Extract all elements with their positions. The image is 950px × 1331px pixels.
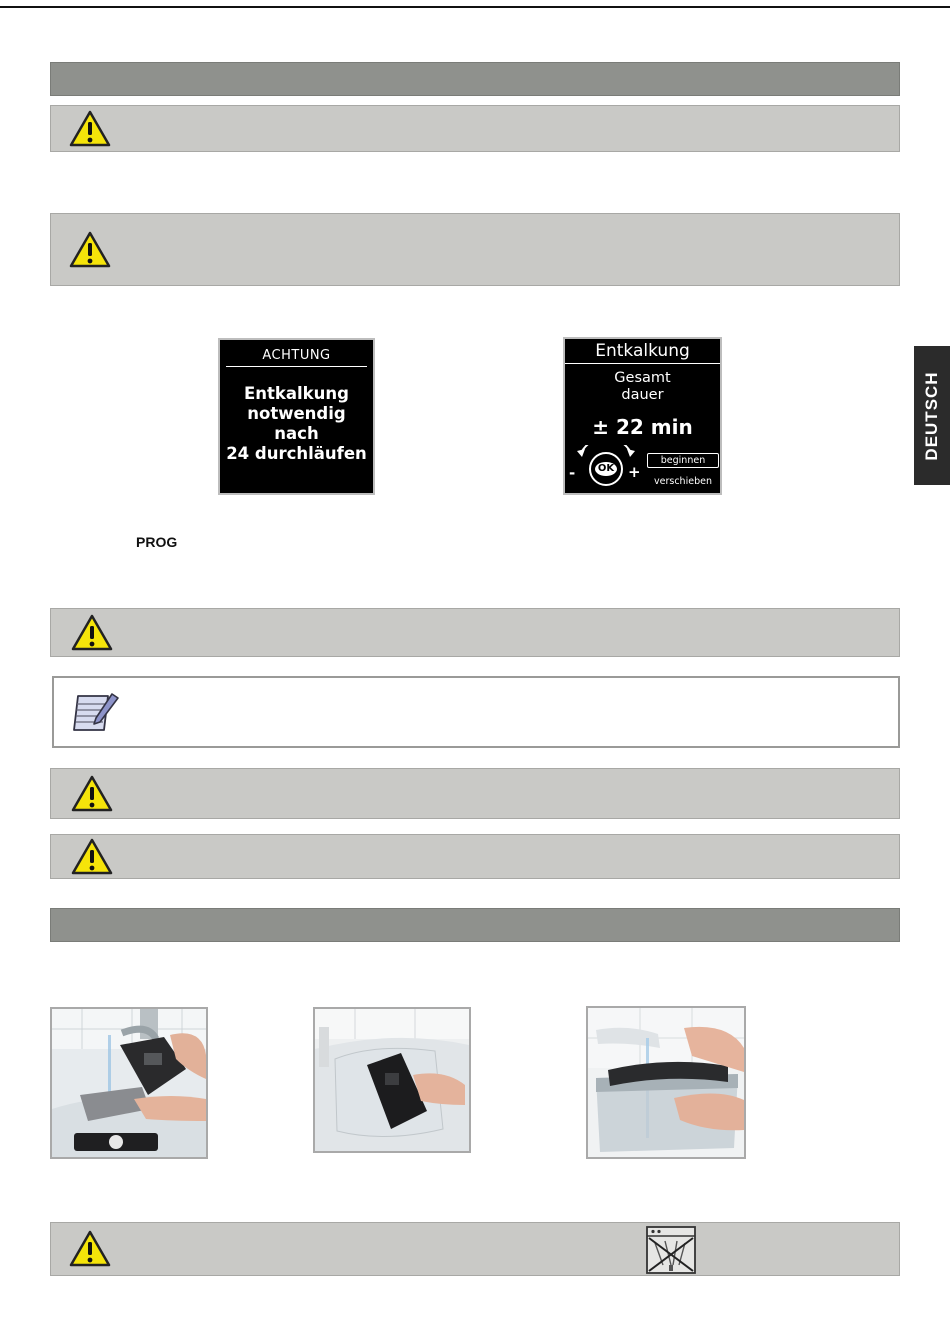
- photo-fill-tank: [586, 1006, 746, 1159]
- display-message: [220, 384, 373, 464]
- display-line: 24 durchläufen: [226, 444, 367, 463]
- display-descale-start: [563, 337, 722, 495]
- dial-minus-label: -: [569, 464, 576, 482]
- warning-box-1: [50, 105, 900, 152]
- photo-rinse-filter: [50, 1007, 208, 1159]
- warning-triangle-icon: [69, 1230, 111, 1268]
- no-dishwasher-icon: [645, 1225, 697, 1275]
- warning-triangle-icon: [69, 231, 111, 269]
- photo-insert-filter: [313, 1007, 471, 1153]
- display-line: Gesamt: [614, 370, 671, 386]
- warning-box-6: [50, 1222, 900, 1276]
- note-pencil-icon: [72, 690, 122, 734]
- warning-triangle-icon: [71, 775, 113, 813]
- warning-box-3: [50, 608, 900, 657]
- postpone-label: verschieben: [654, 476, 712, 487]
- warning-box-5: [50, 834, 900, 879]
- warning-triangle-icon: [71, 838, 113, 876]
- display-line: dauer: [621, 387, 664, 403]
- warning-triangle-icon: [69, 110, 111, 148]
- warning-box-4: [50, 768, 900, 819]
- top-rule: [0, 6, 950, 8]
- ok-label: OK: [597, 463, 615, 474]
- prog-label: PROG: [136, 534, 178, 550]
- language-tab: [914, 346, 950, 485]
- display-duration: ± 22 min: [592, 415, 693, 439]
- section-bar-descaling: [50, 62, 900, 96]
- start-button[interactable]: beginnen: [647, 453, 719, 468]
- display-line: notwendig: [247, 404, 346, 423]
- warning-triangle-icon: [71, 614, 113, 652]
- display-title: Entkalkung: [565, 339, 720, 364]
- dial-plus-label: +: [628, 463, 641, 481]
- display-line: Entkalkung: [244, 384, 349, 403]
- section-bar-cleaning: [50, 908, 900, 942]
- display-line: nach: [274, 424, 319, 443]
- note-box: [52, 676, 900, 748]
- warning-box-2: [50, 213, 900, 286]
- display-descale-warning: [218, 338, 375, 495]
- language-tab-label: DEUTSCH: [922, 370, 941, 461]
- display-header: ACHTUNG: [226, 348, 367, 367]
